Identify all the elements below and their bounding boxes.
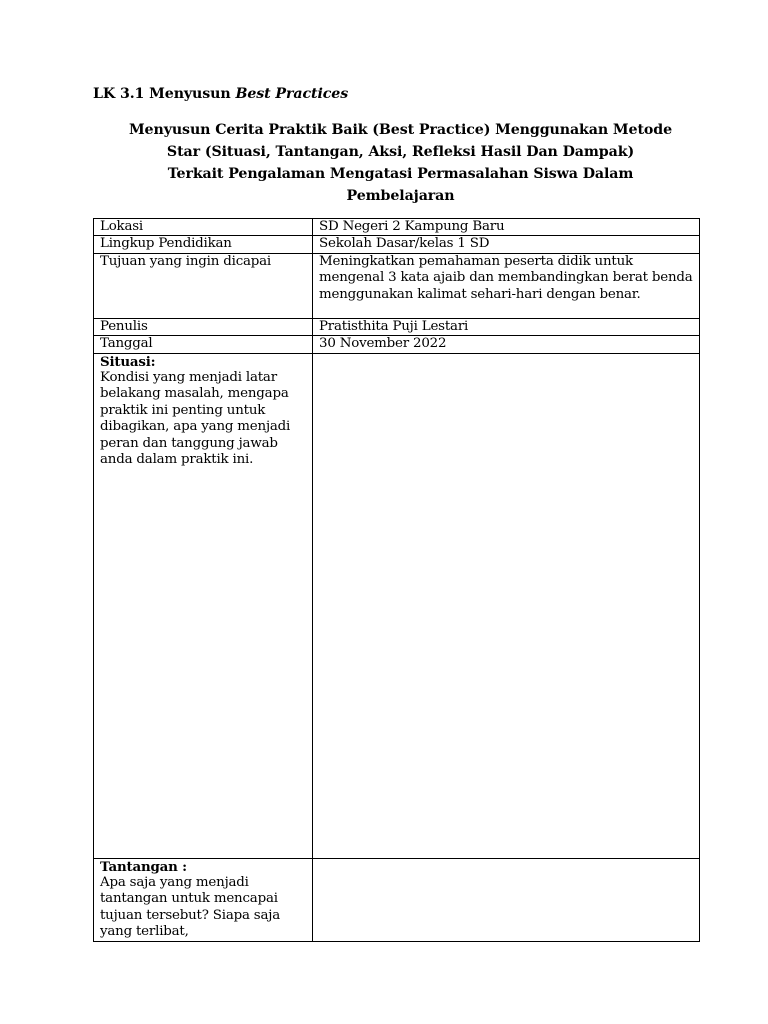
penulis-label: Penulis bbox=[94, 318, 313, 335]
lingkup-value: Sekolah Dasar/kelas 1 SD bbox=[313, 236, 700, 253]
title-line-3: Terkait Pengalaman Mengatasi Permasalahan Siswa Dalam bbox=[167, 166, 634, 182]
table-row-penulis bbox=[94, 318, 700, 335]
heading-prefix: LK 3.1 Menyusun bbox=[93, 86, 236, 102]
tantangan-answer-cell[interactable] bbox=[313, 858, 700, 941]
title-line-1: Menyusun Cerita Praktik Baik (Best Practice) Menggunakan Metode bbox=[128, 122, 673, 138]
title-line-4: Pembelajaran bbox=[346, 188, 455, 204]
table-row-tanggal bbox=[94, 336, 700, 353]
tantangan-prompt bbox=[94, 858, 313, 941]
lokasi-value: SD Negeri 2 Kampung Baru bbox=[313, 219, 700, 236]
lokasi-label: Lokasi bbox=[94, 219, 313, 236]
tujuan-label: Tujuan yang ingin dicapai bbox=[94, 253, 313, 318]
table-row-tantangan bbox=[94, 858, 700, 941]
table-row-lokasi bbox=[94, 219, 700, 236]
table-row-situasi bbox=[94, 353, 700, 858]
tantangan-title: Tantangan : bbox=[100, 858, 187, 875]
situasi-description: Kondisi yang menjadi latar belakang masalah, mengapa praktik ini penting untuk dibagikan, apa yang menjadi peran dan tanggung jawab anda dalam praktik ini. bbox=[100, 370, 291, 468]
tanggal-label: Tanggal bbox=[94, 336, 313, 353]
table-row-lingkup bbox=[94, 236, 700, 253]
title-line-2: Star (Situasi, Tantangan, Aksi, Refleksi Hasil Dan Dampak) bbox=[166, 144, 635, 160]
situasi-prompt bbox=[94, 353, 313, 858]
penulis-value: Pratisthita Puji Lestari bbox=[313, 318, 700, 335]
situasi-title: Situasi: bbox=[100, 353, 156, 370]
lingkup-label: Lingkup Pendidikan bbox=[94, 236, 313, 253]
situasi-answer-cell[interactable] bbox=[313, 353, 700, 858]
tanggal-value: 30 November 2022 bbox=[313, 336, 700, 353]
tantangan-description: Apa saja yang menjadi tantangan untuk mencapai tujuan tersebut? Siapa saja yang terlibat, bbox=[100, 875, 281, 940]
table-row-tujuan bbox=[94, 253, 700, 318]
worksheet-heading bbox=[93, 86, 348, 102]
heading-italic: Best Practices bbox=[235, 86, 349, 102]
document-title bbox=[93, 119, 708, 207]
tujuan-value: Meningkatkan pemahaman peserta didik untuk mengenal 3 kata ajaib dan membandingkan berat benda menggunakan kalimat sehari-hari dengan benar. bbox=[313, 253, 700, 318]
best-practice-table bbox=[93, 218, 700, 942]
